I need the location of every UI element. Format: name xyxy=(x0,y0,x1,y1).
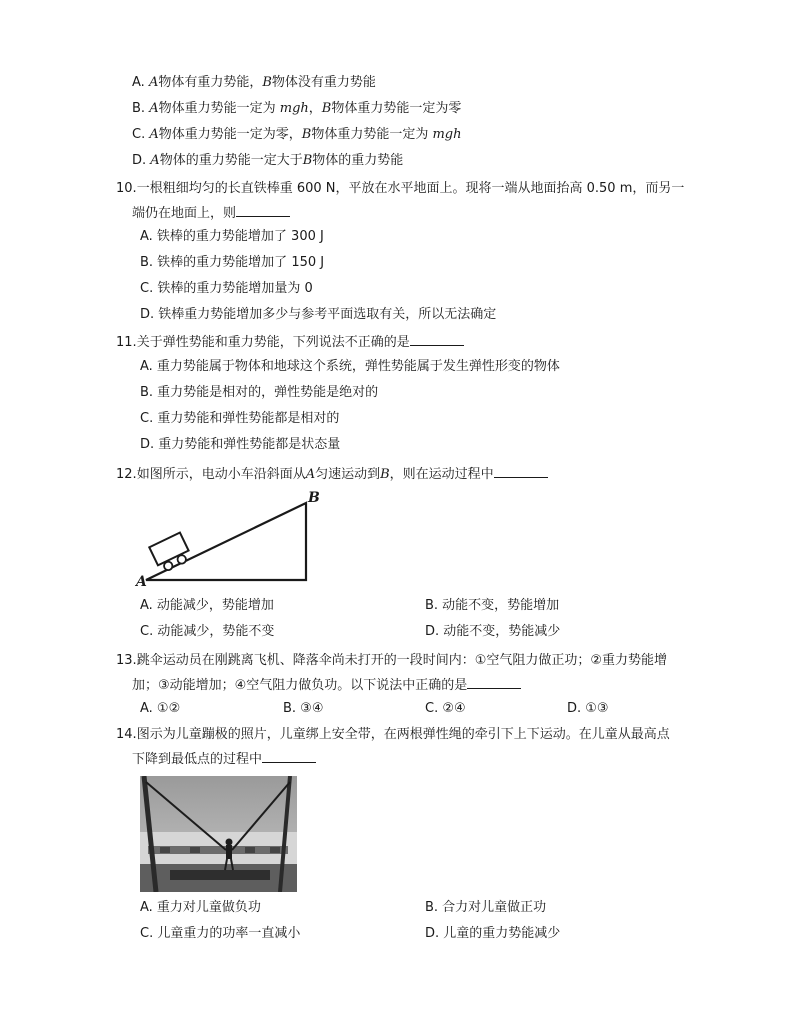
q10-option-b: B. 铁棒的重力势能增加了 150 J xyxy=(140,255,325,270)
q10-option-d: D. 铁棒重力势能增加多少与参考平面选取有关，所以无法确定 xyxy=(140,307,497,322)
var-a: A xyxy=(149,127,159,142)
q9-option-a xyxy=(132,74,376,92)
stem-text: 下降到最低点的过程中 xyxy=(132,752,263,767)
answer-blank[interactable] xyxy=(494,465,548,478)
q13-option-a: A. ①② xyxy=(140,701,181,716)
option-label: A. xyxy=(132,75,145,90)
formula-mgh: mgh xyxy=(279,101,309,116)
child-body xyxy=(226,845,232,859)
window xyxy=(245,847,255,853)
window xyxy=(190,847,200,853)
answer-blank[interactable] xyxy=(467,676,521,689)
q12-option-b: B. 动能不变，势能增加 xyxy=(425,598,560,613)
q9-option-b xyxy=(132,100,461,118)
text: 物体重力势能一定为 xyxy=(158,101,276,116)
q14-option-d: D. 儿童的重力势能减少 xyxy=(425,926,561,941)
question-number: 13. xyxy=(116,653,137,668)
stem-text: 一根粗细均匀的长直铁棒重 600 N，平放在水平地面上。现将一端从地面抬高 0.50 m，而另一 xyxy=(136,181,685,196)
var-a: A xyxy=(150,153,160,168)
text: ， xyxy=(308,101,322,116)
q14-stem-line2 xyxy=(132,750,316,769)
stem-text: 关于弹性势能和重力势能，下列说法不正确的是 xyxy=(136,335,410,350)
question-number: 14. xyxy=(116,727,137,742)
var-a: A xyxy=(149,101,159,116)
q13-option-b: B. ③④ xyxy=(283,701,324,716)
text: 物体没有重力势能 xyxy=(271,75,376,90)
q10-stem-line2 xyxy=(132,204,290,223)
answer-blank[interactable] xyxy=(410,333,464,346)
q11-option-d: D. 重力势能和弹性势能都是状态量 xyxy=(140,437,341,452)
var-b: B xyxy=(301,127,312,142)
q13-option-d: D. ①③ xyxy=(567,701,609,716)
text: 物体重力势能一定为零 xyxy=(331,101,462,116)
text: 物体有重力势能， xyxy=(158,75,263,90)
electric-cart xyxy=(149,533,192,574)
point-label-a: A xyxy=(136,574,147,590)
text: 物体的重力势能 xyxy=(312,153,404,168)
var-b: B xyxy=(380,467,390,482)
q14-stem-line1 xyxy=(116,726,670,744)
answer-blank[interactable] xyxy=(236,204,290,217)
option-label: C. xyxy=(132,127,146,142)
bungee-photo xyxy=(140,776,297,892)
q10-stem-line1 xyxy=(116,180,684,198)
q14-option-b: B. 合力对儿童做正功 xyxy=(425,900,547,915)
point-label-b: B xyxy=(308,490,320,506)
q12-option-c: C. 动能减少，势能不变 xyxy=(140,624,275,639)
question-number: 10. xyxy=(116,181,137,196)
formula-mgh: mgh xyxy=(432,127,462,142)
stem-text: 匀速运动到 xyxy=(315,467,381,482)
q11-stem xyxy=(116,333,464,352)
incline-diagram xyxy=(132,488,332,590)
stem-text: 端仍在地面上，则 xyxy=(132,206,237,221)
stem-text: ，则在运动过程中 xyxy=(389,467,494,482)
text: 物体重力势能一定为零， xyxy=(158,127,302,142)
q13-stem-line1 xyxy=(116,652,667,670)
q9-option-d xyxy=(132,152,403,170)
stem-text: 如图所示，电动小车沿斜面从 xyxy=(136,467,306,482)
text: 物体的重力势能一定大于 xyxy=(159,153,303,168)
var-b: B xyxy=(302,153,313,168)
q14-option-a: A. 重力对儿童做负功 xyxy=(140,900,261,915)
window xyxy=(160,847,170,853)
q11-option-b: B. 重力势能是相对的，弹性势能是绝对的 xyxy=(140,385,379,400)
window xyxy=(270,847,280,853)
q13-option-c: C. ②④ xyxy=(425,701,466,716)
q10-option-a: A. 铁棒的重力势能增加了 300 J xyxy=(140,229,324,244)
var-a: A xyxy=(148,75,159,90)
child-head xyxy=(226,839,233,846)
trampoline xyxy=(170,870,270,880)
var-b: B xyxy=(262,75,272,90)
question-number: 12. xyxy=(116,467,137,482)
text: 物体重力势能一定为 xyxy=(311,127,429,142)
var-b: B xyxy=(321,101,332,116)
q12-option-d: D. 动能不变，势能减少 xyxy=(425,624,561,639)
q11-option-a: A. 重力势能属于物体和地球这个系统，弹性势能属于发生弹性形变的物体 xyxy=(140,359,560,374)
answer-blank[interactable] xyxy=(262,750,316,763)
q14-option-c: C. 儿童重力的功率一直减小 xyxy=(140,926,301,941)
q11-option-c: C. 重力势能和弹性势能都是相对的 xyxy=(140,411,340,426)
stem-text: 跳伞运动员在刚跳离飞机、降落伞尚未打开的一段时间内：①空气阻力做正功；②重力势能增 xyxy=(136,653,667,668)
q9-option-c xyxy=(132,126,462,144)
option-label: B. xyxy=(132,101,146,116)
q10-option-c: C. 铁棒的重力势能增加量为 0 xyxy=(140,281,313,296)
option-label: D. xyxy=(132,153,147,168)
stem-text: 图示为儿童蹦极的照片，儿童绑上安全带，在两根弹性绳的牵引下上下运动。在儿童从最高点 xyxy=(136,727,670,742)
q12-stem xyxy=(116,465,548,484)
stem-text: 加；③动能增加；④空气阻力做负功。以下说法中正确的是 xyxy=(132,678,468,693)
question-number: 11. xyxy=(116,335,137,350)
q12-option-a: A. 动能减少，势能增加 xyxy=(140,598,274,613)
var-a: A xyxy=(305,467,316,482)
q13-stem-line2 xyxy=(132,676,521,695)
